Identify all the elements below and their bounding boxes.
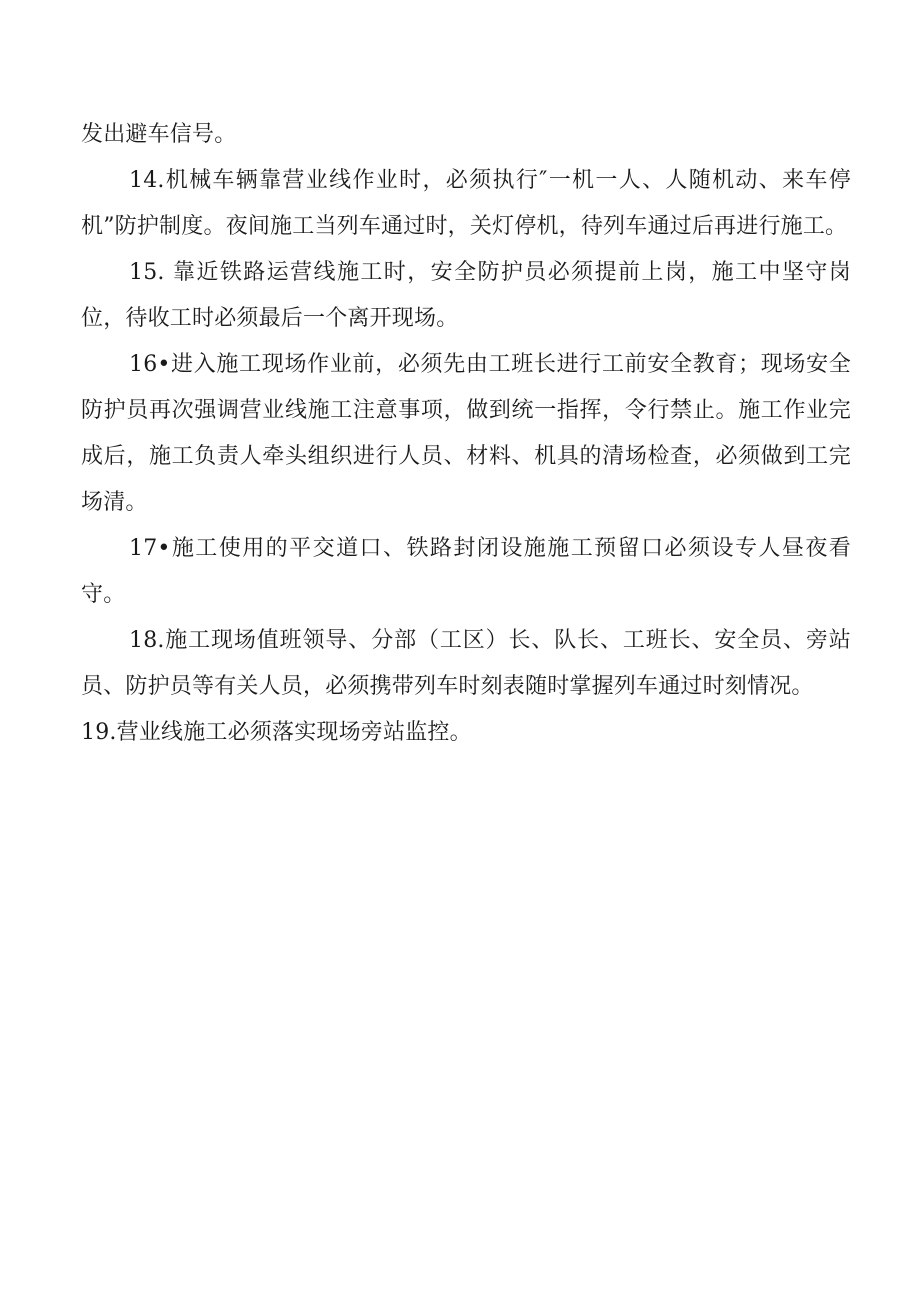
paragraph-continuation: 发出避车信号。 (81, 122, 237, 147)
paragraph-item-18: 18.施工现场值班领导、分部（工区）长、队长、工班长、安全员、旁站员、防护员等有关人员，必须携带列车时刻表随时掌握列车通过时刻情况。 (81, 628, 851, 699)
paragraph-item-17: 17•施工使用的平交道口、铁路封闭设施施工预留口必须设专人昼夜看守。 (81, 536, 851, 607)
paragraph-item-19: 19.营业线施工必须落实现场旁站监控。 (81, 720, 472, 745)
paragraph-item-16: 16•进入施工现场作业前，必须先由工班长进行工前安全教育；现场安全防护员再次强调营业线施工注意事项，做到统一指挥，令行禁止。施工作业完成后，施工负责人牵头组织进行人员、材料、机具的清场检查，必须做到工完场清。 (81, 352, 851, 515)
document-body (81, 112, 851, 756)
paragraph-item-15: 15. 靠近铁路运营线施工时，安全防护员必须提前上岗，施工中坚守岗位，待收工时必须最后一个离开现场。 (81, 260, 851, 331)
paragraph-item-14: 14.机械车辆靠营业线作业时，必须执行″一机一人、人随机动、来车停机”防护制度。夜间施工当列车通过时，关灯停机，待列车通过后再进行施工。 (81, 168, 851, 239)
